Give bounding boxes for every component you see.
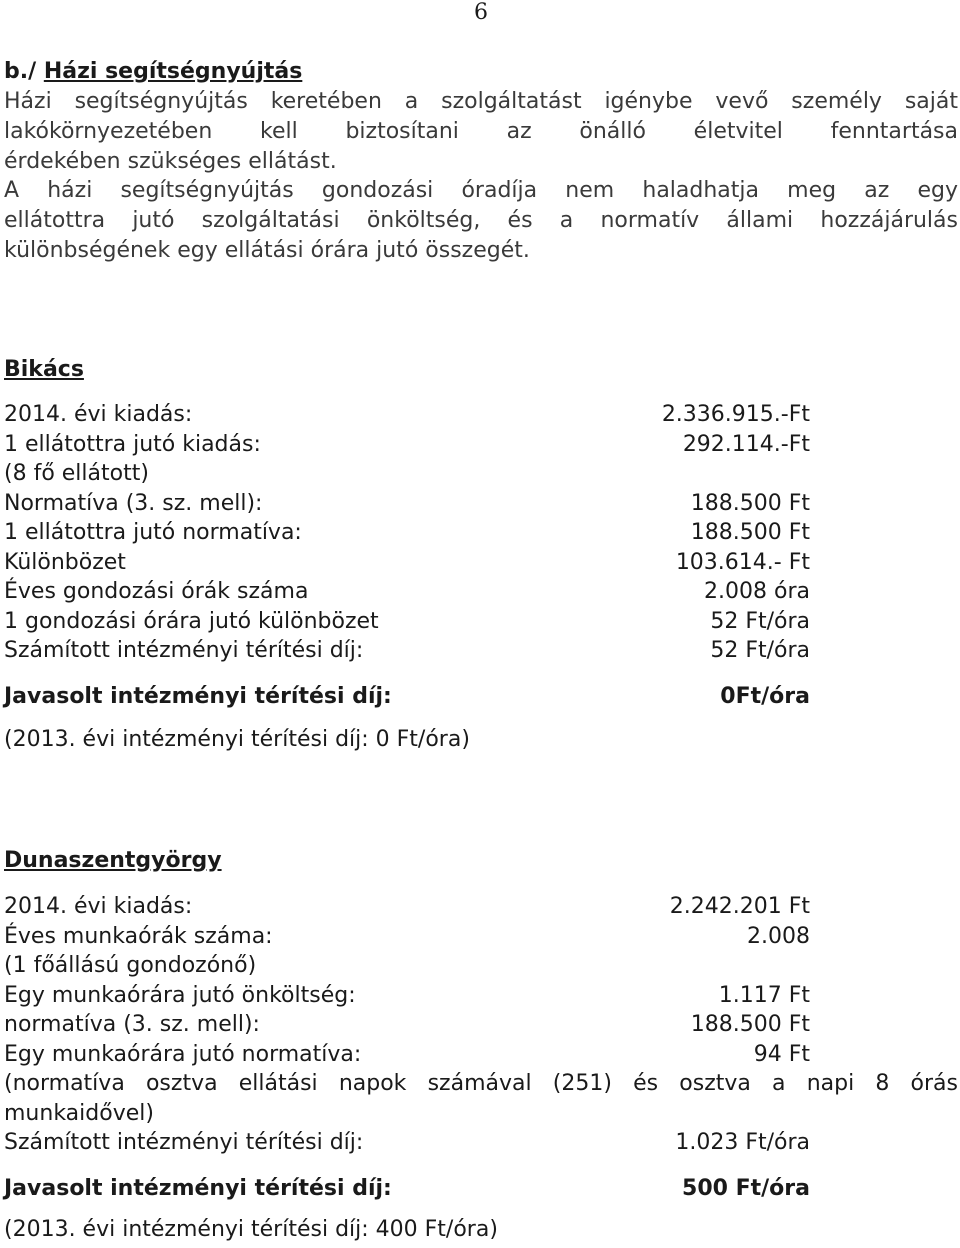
row-label: 2014. évi kiadás:	[4, 402, 193, 427]
section-title: Házi segítségnyújtás	[43, 59, 303, 84]
proposed-fee-row	[4, 1174, 958, 1204]
page-number: 6	[474, 0, 488, 25]
computed-fee-value: 1.023 Ft/óra	[675, 1130, 810, 1155]
previous-fee-text: (2013. évi intézményi térítési díj: 0 Ft/óra)	[4, 727, 470, 752]
table-row	[4, 548, 958, 578]
row-value: 188.500 Ft	[690, 1012, 810, 1037]
row-value: 1.117 Ft	[718, 982, 810, 1008]
note-line: (normatíva osztva ellátási napok számával (251) és osztva a napi 8 órás	[4, 1071, 958, 1096]
intro-line: érdekében szükséges ellátást.	[4, 149, 337, 174]
row-value: 2.008 óra	[704, 579, 810, 604]
note-line: munkaidővel)	[4, 1100, 154, 1126]
table-row	[4, 636, 958, 666]
row-value: 2.242.201 Ft	[669, 894, 810, 919]
intro-paragraph-2	[4, 176, 958, 266]
intro-line: A házi segítségnyújtás gondozási óradíja nem haladhatja meg az egy	[4, 178, 958, 203]
proposed-fee-label: Javasolt intézményi térítési díj:	[4, 1175, 392, 1201]
proposed-fee-value: 500 Ft/óra	[682, 1175, 810, 1201]
dunaszentgyorgy-title: Dunaszentgyörgy	[4, 848, 222, 873]
row-value: 94 Ft	[753, 1041, 810, 1067]
section-heading	[4, 58, 302, 86]
row-label: Normatíva (3. sz. mell):	[4, 490, 263, 516]
table-row	[4, 1040, 958, 1070]
table-row	[4, 430, 958, 460]
row-label: Éves gondozási órák száma	[4, 579, 309, 604]
intro-line: ellátottra jutó szolgáltatási önköltség, és a normatív állami hozzájárulás	[4, 208, 958, 233]
row-value: 188.500 Ft	[690, 520, 810, 545]
row-value: 292.114.-Ft	[682, 431, 810, 457]
row-value: 52 Ft/óra	[710, 638, 810, 663]
computed-fee-label: Számított intézményi térítési díj:	[4, 1130, 364, 1155]
row-label: Éves munkaórák száma:	[4, 923, 273, 949]
table-row	[4, 577, 958, 607]
table-row	[4, 981, 958, 1011]
row-label: Egy munkaórára jutó önköltség:	[4, 982, 356, 1008]
dunaszentgyorgy-table	[4, 892, 958, 1245]
intro-paragraph-1	[4, 87, 958, 177]
table-row	[4, 607, 958, 637]
proposed-fee-label: Javasolt intézményi térítési díj:	[4, 683, 392, 709]
table-row	[4, 892, 958, 922]
row-value: 188.500 Ft	[690, 490, 810, 516]
row-value: 103.614.- Ft	[675, 549, 810, 575]
bikacs-title: Bikács	[4, 357, 84, 382]
proposed-fee-value: 0Ft/óra	[720, 683, 810, 709]
bikacs-table	[4, 400, 958, 755]
section-prefix: b./	[4, 59, 37, 84]
note-text	[4, 1069, 958, 1128]
previous-fee-row	[4, 725, 958, 755]
table-row	[4, 459, 958, 489]
previous-fee-text: (2013. évi intézményi térítési díj: 400 Ft/óra)	[4, 1217, 498, 1242]
intro-line: Házi segítségnyújtás keretében a szolgáltatást igénybe vevő személy saját	[4, 89, 958, 114]
row-label: (1 főállású gondozónő)	[4, 953, 257, 978]
table-row	[4, 400, 958, 430]
intro-line: lakókörnyezetében kell biztosítani az önálló életvitel fenntartása	[4, 119, 958, 144]
table-row	[4, 1010, 958, 1040]
table-row	[4, 951, 958, 981]
table-row	[4, 922, 958, 952]
table-row	[4, 518, 958, 548]
row-label: 1 ellátottra jutó kiadás:	[4, 431, 261, 457]
table-row	[4, 489, 958, 519]
row-value: 2.008	[747, 923, 810, 949]
computed-fee-row	[4, 1128, 958, 1158]
row-value: 52 Ft/óra	[710, 608, 810, 634]
intro-line: különbségének egy ellátási órára jutó összegét.	[4, 238, 530, 263]
row-label: 2014. évi kiadás:	[4, 894, 193, 919]
row-label: Különbözet	[4, 549, 126, 575]
row-label: (8 fő ellátott)	[4, 461, 149, 486]
note-row	[4, 1069, 958, 1128]
previous-fee-row	[4, 1215, 958, 1245]
row-label: Egy munkaórára jutó normatíva:	[4, 1041, 362, 1067]
row-label: Számított intézményi térítési díj:	[4, 638, 364, 663]
proposed-fee-row	[4, 682, 958, 712]
row-label: 1 gondozási órára jutó különbözet	[4, 608, 379, 634]
row-label: normatíva (3. sz. mell):	[4, 1012, 260, 1037]
row-label: 1 ellátottra jutó normatíva:	[4, 520, 302, 545]
row-value: 2.336.915.-Ft	[661, 402, 810, 427]
